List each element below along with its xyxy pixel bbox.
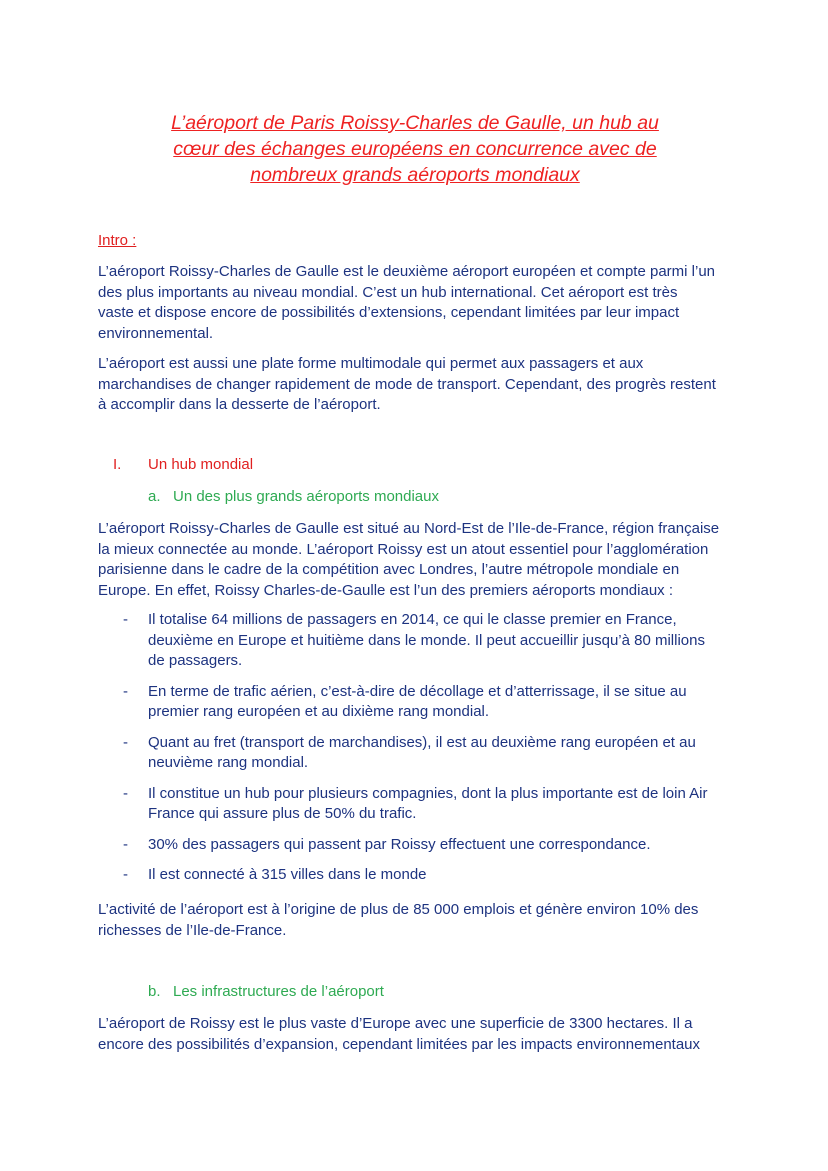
- text-line: L’activité de l’aéroport est à l’origine de plus de 85 000 emplois et génère environ 10% des: [98, 901, 699, 918]
- subsection-title: Les infrastructures de l’aéroport: [173, 983, 384, 1000]
- text-line: premier rang européen et au dixième rang mondial.: [148, 703, 490, 720]
- text-line: Il est connecté à 315 villes dans le monde: [148, 866, 427, 883]
- text-line: L’aéroport est aussi une plate forme multimodale qui permet aux passagers et aux: [98, 355, 644, 372]
- subsection-b-heading: [148, 983, 384, 1000]
- list-item: [98, 682, 738, 723]
- title-line: L’aéroport de Paris Roissy-Charles de Gaulle, un hub au: [171, 112, 659, 134]
- intro-paragraph-2: [98, 354, 738, 416]
- subsection-a-heading: [148, 488, 439, 505]
- list-item: [98, 610, 738, 672]
- bullet-dash: -: [123, 835, 128, 853]
- text-line: L’aéroport Roissy-Charles de Gaulle est le deuxième aéroport européen et compte parmi l’un: [98, 263, 715, 280]
- text-line: la mieux connectée au monde. L’aéroport Roissy est un atout essentiel pour l’agglomération: [98, 540, 709, 558]
- subsection-letter: b.: [148, 983, 161, 1000]
- text-line: de passagers.: [148, 652, 243, 669]
- text-line: encore des possibilités d’expansion, cependant limitées par les impacts environnementaux: [98, 1035, 701, 1053]
- subsection-title: Un des plus grands aéroports mondiaux: [173, 488, 439, 505]
- text-line: vaste et dispose encore de possibilités d’extensions, cependant limitées par leur impact: [98, 304, 680, 321]
- text-line: neuvième rang mondial.: [148, 754, 309, 771]
- text-line: parisienne dans le cadre de la compétition avec Londres, l’autre métropole mondiale en: [98, 561, 680, 578]
- subsection-a-closing: [98, 900, 738, 941]
- subsection-a-paragraph: [98, 519, 738, 601]
- bullet-dash: -: [123, 611, 128, 628]
- title-line: nombreux grands aéroports mondiaux: [250, 164, 580, 186]
- text-line: 30% des passagers qui passent par Roissy effectuent une correspondance.: [148, 835, 651, 853]
- text-line: En terme de trafic aérien, c’est-à-dire de décollage et d’atterrissage, il se situe au: [148, 682, 687, 700]
- list-item: [98, 835, 738, 856]
- subsection-b-paragraph: [98, 1014, 738, 1055]
- text-line: environnemental.: [98, 324, 214, 342]
- section-number: I.: [113, 456, 122, 473]
- text-line: richesses de l’Ile-de-France.: [98, 921, 287, 939]
- text-line: Il constitue un hub pour plusieurs compagnies, dont la plus importante est de loin Air: [148, 784, 708, 802]
- text-line: Il totalise 64 millions de passagers en 2014, ce qui le classe premier en France,: [148, 611, 677, 628]
- text-line: Europe. En effet, Roissy Charles-de-Gaulle est l’un des premiers aéroports mondiaux :: [98, 581, 674, 599]
- section-1-heading: [113, 456, 253, 473]
- text-line: L’aéroport de Roissy est le plus vaste d’Europe avec une superficie de 3300 hectares. Il a: [98, 1015, 693, 1032]
- text-line: à accomplir dans la desserte de l’aéroport.: [98, 396, 381, 413]
- document-title: [150, 110, 680, 188]
- section-title: Un hub mondial: [148, 456, 254, 473]
- text-line: France qui assure plus de 50% du trafic.: [148, 805, 417, 822]
- text-line: deuxième en Europe et huitième dans le monde. Il peut accueillir jusqu’à 80 millions: [148, 631, 705, 649]
- list-item: [98, 784, 738, 825]
- text-line: L’aéroport Roissy-Charles de Gaulle est situé au Nord-Est de l’Ile-de-France, région française: [98, 520, 720, 537]
- subsection-letter: a.: [148, 488, 161, 505]
- bullet-dash: -: [123, 733, 128, 751]
- title-line: cœur des échanges européens en concurrence avec de: [173, 138, 657, 160]
- list-item: [98, 865, 738, 886]
- text-line: des plus importants au niveau mondial. C’est un hub international. Cet aéroport est très: [98, 283, 678, 301]
- text-line: Quant au fret (transport de marchandises), il est au deuxième rang européen et au: [148, 733, 696, 751]
- bullet-dash: -: [123, 682, 128, 700]
- bullet-list: [98, 610, 738, 896]
- bullet-dash: -: [123, 866, 128, 883]
- bullet-dash: -: [123, 784, 128, 802]
- intro-heading: Intro :: [98, 232, 137, 249]
- list-item: [98, 733, 738, 774]
- text-line: marchandises de changer rapidement de mode de transport. Cependant, des progrès restent: [98, 375, 716, 393]
- intro-paragraph-1: [98, 262, 738, 344]
